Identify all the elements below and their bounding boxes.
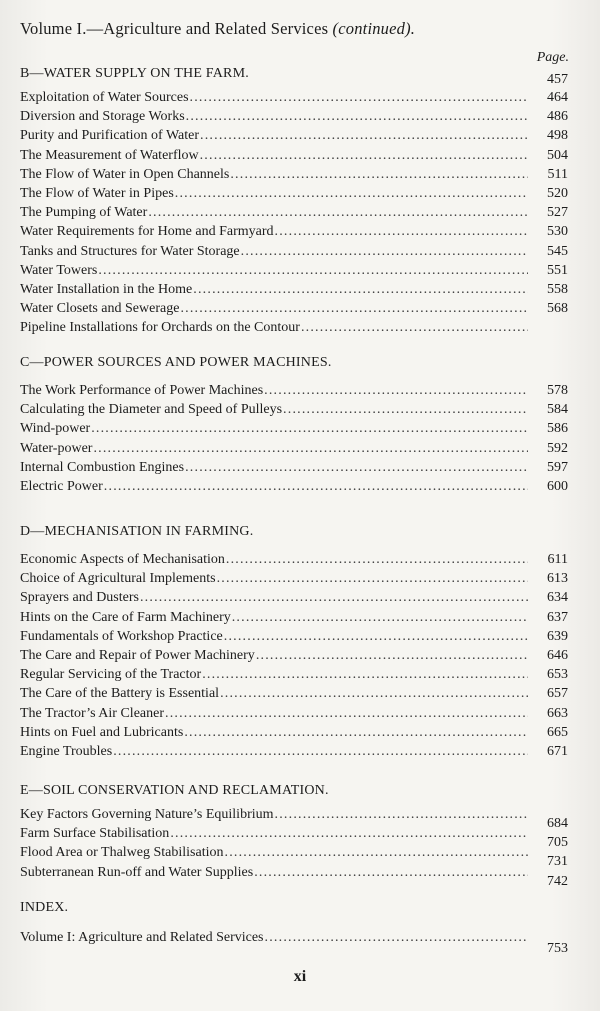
toc-entry-page: 671 xyxy=(547,743,568,759)
toc-entry-page: 545 xyxy=(547,243,568,259)
dot-leader xyxy=(241,242,528,261)
dot-leader xyxy=(230,165,528,184)
toc-entry-title: Exploitation of Water Sources xyxy=(20,90,189,105)
toc-entry-page: 551 xyxy=(547,262,568,278)
toc-entry-title: The Tractor’s Air Cleaner xyxy=(20,705,164,721)
dot-leader xyxy=(175,184,528,203)
dot-leader xyxy=(301,318,528,337)
toc-entry[interactable] xyxy=(20,381,568,400)
toc-entry[interactable] xyxy=(20,824,568,851)
toc-entry[interactable] xyxy=(20,318,568,337)
dot-leader xyxy=(225,843,529,862)
toc-entry[interactable] xyxy=(20,203,568,222)
toc-entry-page: 742 xyxy=(547,873,568,889)
toc-entry-title: The Flow of Water in Pipes xyxy=(20,185,174,201)
toc-entry-title: The Care of the Battery is Essential xyxy=(20,686,220,702)
toc-entry-title: Engine Troubles xyxy=(20,743,113,759)
section-e xyxy=(20,783,568,889)
toc-entry-page: 464 xyxy=(547,90,568,105)
toc-entry[interactable] xyxy=(20,723,568,742)
toc-entry-page: 705 xyxy=(547,835,568,851)
toc-entry[interactable] xyxy=(20,588,568,607)
toc-entry-title: Diversion and Storage Works xyxy=(20,109,185,125)
dot-leader xyxy=(104,477,528,496)
toc-entry-title: Farm Surface Stabilisation xyxy=(20,826,170,842)
volume-heading-continued: (continued). xyxy=(332,19,416,38)
dot-leader xyxy=(275,222,528,241)
toc-entry-page: 504 xyxy=(547,147,568,163)
section-title: C—POWER SOURCES AND POWER MACHINES. xyxy=(20,355,332,370)
section-index xyxy=(20,900,568,956)
dot-leader xyxy=(202,665,528,684)
toc-entry-title: The Measurement of Waterflow xyxy=(20,147,199,163)
dot-leader xyxy=(165,704,528,723)
dot-leader xyxy=(93,439,528,458)
dot-leader xyxy=(180,299,528,318)
toc-entry-title: The Care and Repair of Power Machinery xyxy=(20,647,255,663)
toc-list xyxy=(20,88,568,337)
toc-entry[interactable] xyxy=(20,704,568,723)
toc-entry-title: Economic Aspects of Mechanisation xyxy=(20,552,225,567)
toc-entry[interactable] xyxy=(20,184,568,203)
toc-entry-title: Pipeline Installations for Orchards on the Contour xyxy=(20,320,300,336)
dot-leader xyxy=(91,419,528,438)
toc-entry[interactable] xyxy=(20,550,568,569)
toc-entry-page: 600 xyxy=(547,478,568,494)
toc-entry-title: Hints on the Care of Farm Machinery xyxy=(20,609,231,625)
page-number-footer: xi xyxy=(293,968,307,985)
toc-entry[interactable] xyxy=(20,419,568,438)
toc-entry-title: Tanks and Structures for Water Storage xyxy=(20,243,240,259)
toc-entry-page: 665 xyxy=(547,724,568,740)
toc-entry-title: Wind-power xyxy=(20,421,91,437)
dot-leader xyxy=(200,146,528,165)
dot-leader xyxy=(224,627,528,646)
toc-entry-page: 520 xyxy=(547,185,568,201)
toc-entry[interactable] xyxy=(20,88,568,107)
dot-leader xyxy=(148,203,528,222)
toc-entry-page: 592 xyxy=(547,440,568,456)
section-b-first-page: 457 xyxy=(547,72,568,87)
toc-entry-page: 530 xyxy=(547,224,568,240)
toc-entry[interactable] xyxy=(20,627,568,646)
toc-entry[interactable] xyxy=(20,646,568,665)
toc-entry-page: 586 xyxy=(547,421,568,437)
toc-entry-page: 511 xyxy=(547,166,568,182)
dot-leader xyxy=(200,126,528,145)
toc-entry[interactable] xyxy=(20,439,568,458)
toc-entry[interactable] xyxy=(20,400,568,419)
toc-entry-page: 657 xyxy=(547,686,568,702)
toc-entry-title: Sprayers and Dusters xyxy=(20,590,139,606)
toc-entry[interactable] xyxy=(20,805,568,831)
dot-leader xyxy=(186,107,528,126)
toc-entry[interactable] xyxy=(20,299,568,318)
toc-entry[interactable] xyxy=(20,165,568,184)
toc-entry-page: 731 xyxy=(547,854,568,870)
toc-entry[interactable] xyxy=(20,569,568,588)
dot-leader xyxy=(190,88,528,107)
toc-entry-title: Water Requirements for Home and Farmyard xyxy=(20,224,274,240)
toc-entry[interactable] xyxy=(20,458,568,477)
toc-entry[interactable] xyxy=(20,742,568,761)
toc-entry-title: Fundamentals of Workshop Practice xyxy=(20,628,223,644)
section-title: B—WATER SUPPLY ON THE FARM. xyxy=(20,66,249,81)
toc-entry-page: 753 xyxy=(547,941,568,956)
toc-entry-title: The Flow of Water in Open Channels xyxy=(20,166,230,182)
dot-leader xyxy=(265,928,528,947)
section-b xyxy=(20,66,568,337)
dot-leader xyxy=(254,863,528,882)
dot-leader xyxy=(220,684,528,703)
toc-entry-title: Key Factors Governing Nature’s Equilibrium xyxy=(20,807,274,822)
toc-entry-page: 663 xyxy=(547,705,568,721)
toc-entry[interactable] xyxy=(20,863,568,889)
volume-heading-text: Volume I.—Agriculture and Related Services xyxy=(20,19,333,38)
toc-entry-page: 578 xyxy=(547,383,568,398)
toc-entry[interactable] xyxy=(20,261,568,280)
toc-entry[interactable] xyxy=(20,146,568,165)
toc-entry-page: 558 xyxy=(547,281,568,297)
dot-leader xyxy=(184,723,528,742)
dot-leader xyxy=(217,569,528,588)
toc-entry-title: Water Closets and Sewerage xyxy=(20,301,180,317)
toc-entry-title: Flood Area or Thalweg Stabilisation xyxy=(20,845,224,861)
toc-entry-title: The Work Performance of Power Machines xyxy=(20,383,264,398)
toc-entry-page: 597 xyxy=(547,459,568,475)
section-d xyxy=(20,524,568,761)
toc-entry[interactable] xyxy=(20,222,568,241)
toc-entry-title: The Pumping of Water xyxy=(20,205,148,221)
dot-leader xyxy=(185,458,528,477)
toc-entry-page: 637 xyxy=(547,609,568,625)
toc-entry[interactable] xyxy=(20,477,568,496)
toc-entry-page: 568 xyxy=(547,301,568,317)
dot-leader xyxy=(256,646,528,665)
toc-entry[interactable] xyxy=(20,280,568,299)
toc-entry-title: Hints on Fuel and Lubricants xyxy=(20,724,184,740)
toc-entry-title: Electric Power xyxy=(20,478,103,494)
toc-entry-page: 584 xyxy=(547,402,568,418)
page-column-label: Page. xyxy=(536,50,569,65)
toc-entry-title: Water Towers xyxy=(20,262,98,278)
toc-entry-title: Water-power xyxy=(20,440,93,456)
toc-entry-page: 611 xyxy=(547,552,568,567)
dot-leader xyxy=(140,588,528,607)
toc-entry-title: Regular Servicing of the Tractor xyxy=(20,667,202,683)
toc-entry-title: Calculating the Diameter and Speed of Pulleys xyxy=(20,402,283,418)
section-title: E—SOIL CONSERVATION AND RECLAMATION. xyxy=(20,783,329,798)
section-c xyxy=(20,355,568,496)
toc-entry-page: 498 xyxy=(547,128,568,144)
dot-leader xyxy=(226,550,528,569)
volume-heading xyxy=(20,19,415,39)
dot-leader xyxy=(264,381,528,400)
toc-entry[interactable] xyxy=(20,665,568,684)
toc-entry[interactable] xyxy=(20,843,568,870)
dot-leader xyxy=(283,400,528,419)
toc-entry[interactable] xyxy=(20,126,568,145)
toc-entry-title: Subterranean Run-off and Water Supplies xyxy=(20,864,254,880)
toc-entry-page: 527 xyxy=(547,205,568,221)
toc-entry-title: Water Installation in the Home xyxy=(20,281,193,297)
section-title: INDEX. xyxy=(20,900,69,915)
toc-entry-page: 684 xyxy=(547,816,568,831)
dot-leader xyxy=(170,824,528,843)
toc-entry-title: Choice of Agricultural Implements xyxy=(20,571,216,587)
section-title: D—MECHANISATION IN FARMING. xyxy=(20,524,254,539)
toc-entry-page: 639 xyxy=(547,628,568,644)
toc-entry-page: 653 xyxy=(547,667,568,683)
toc-entry-title: Internal Combustion Engines xyxy=(20,459,185,475)
toc-entry-page: 646 xyxy=(547,647,568,663)
toc-entry-page: 486 xyxy=(547,109,568,125)
dot-leader xyxy=(98,261,528,280)
toc-entry[interactable] xyxy=(20,928,568,956)
dot-leader xyxy=(193,280,528,299)
toc-entry[interactable] xyxy=(20,684,568,703)
toc-entry[interactable] xyxy=(20,608,568,627)
dot-leader xyxy=(113,742,528,761)
dot-leader xyxy=(232,608,528,627)
toc-entry[interactable] xyxy=(20,107,568,126)
toc-entry-page: 613 xyxy=(547,571,568,587)
toc-entry-title: Volume I: Agriculture and Related Services xyxy=(20,930,264,945)
toc-entry-page: 634 xyxy=(547,590,568,606)
toc-entry-title: Purity and Purification of Water xyxy=(20,128,200,144)
toc-entry[interactable] xyxy=(20,242,568,261)
dot-leader xyxy=(275,805,528,824)
